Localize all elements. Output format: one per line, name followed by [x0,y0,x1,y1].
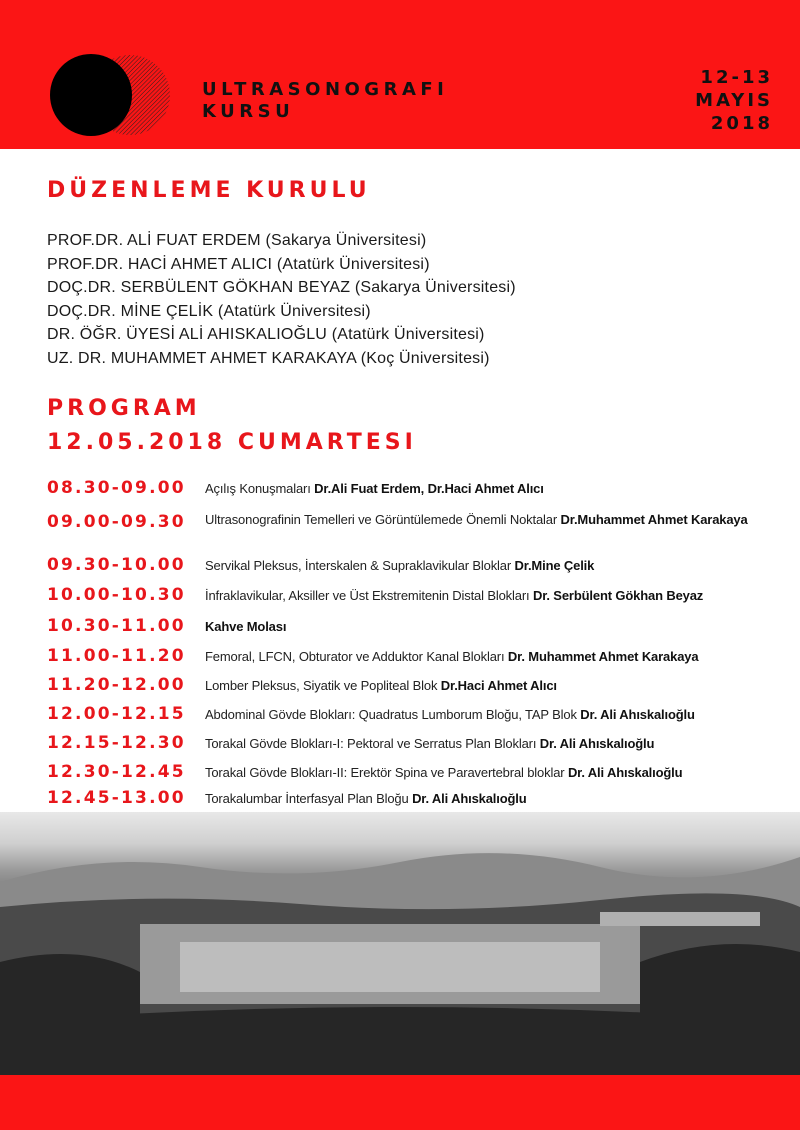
committee-heading: DÜZENLEME KURULU [47,178,371,203]
session-description [205,616,286,636]
course-date [695,66,773,135]
title-line: KURSU [202,101,295,122]
session-time: 09.00-09.30 [47,512,186,532]
title-line: ULTRASONOGRAFI [202,79,449,100]
schedule-row [47,509,790,532]
session-time: 10.00-10.30 [47,585,186,605]
session-speaker: Dr.Haci Ahmet Alıcı [440,678,557,693]
date-line: 2018 [710,113,773,134]
session-description [205,555,594,575]
session-speaker: Dr. Ali Ahıskalıoğlu [412,791,527,806]
date-line: MAYIS [695,90,773,111]
session-time: 09.30-10.00 [47,555,186,575]
date-line: 12-13 [700,67,773,88]
schedule-row [47,675,557,695]
session-speaker: Kahve Molası [205,619,287,634]
session-time: 12.00-12.15 [47,704,186,724]
session-description [205,478,544,498]
schedule-row [47,762,682,782]
schedule-row [47,646,698,666]
session-topic: Torakal Gövde Blokları-I: Pektoral ve Serratus Plan Blokları [205,736,537,751]
logo-circles-icon [50,54,175,136]
session-topic: Ultrasonografinin Temelleri ve Görüntülemede Önemli Noktalar [205,512,558,527]
committee-member: DOÇ.DR. MİNE ÇELİK (Atatürk Üniversitesi) [47,302,371,320]
committee-member: DR. ÖĞR. ÜYESİ ALİ AHISKALIOĞLU (Atatürk Üniversitesi) [47,326,485,344]
schedule-row [47,478,544,498]
program-day: 12.05.2018 CUMARTESI [47,430,417,455]
session-topic: Açılış Konuşmaları [205,481,311,496]
session-topic: Torakal Gövde Blokları-II: Erektör Spina ve Paravertebral bloklar [205,765,565,780]
session-description [205,646,698,666]
committee-member: PROF.DR. ALİ FUAT ERDEM (Sakarya Üniversitesi) [47,232,427,249]
session-topic: Lomber Pleksus, Siyatik ve Popliteal Blok [205,678,438,693]
schedule-row [47,733,654,753]
session-time: 08.30-09.00 [47,478,186,498]
session-description [205,704,695,724]
session-speaker: Dr. Ali Ahıskalıoğlu [567,765,683,780]
session-time: 12.30-12.45 [47,762,186,782]
schedule-row [47,616,286,636]
session-speaker: Dr. Serbülent Gökhan Beyaz [532,588,704,603]
session-time: 10.30-11.00 [47,616,186,636]
session-description [205,762,682,782]
session-description [205,788,527,808]
session-description [205,733,654,753]
session-topic: İnfraklavikular, Aksiller ve Üst Ekstremitenin Distal Blokları [205,588,530,603]
session-speaker: Dr.Muhammet Ahmet Karakaya [560,512,748,527]
committee-member: DOÇ.DR. SERBÜLENT GÖKHAN BEYAZ (Sakarya Üniversitesi) [47,279,516,297]
program-heading: PROGRAM [47,396,201,421]
campus-photo [0,812,800,1075]
course-title [202,79,448,123]
session-description [205,585,703,605]
session-speaker: Dr. Ali Ahıskalıoğlu [580,707,695,722]
committee-member: PROF.DR. HACİ AHMET ALICI (Atatürk Üniversitesi) [47,255,430,273]
session-topic: Torakalumbar İnterfasyal Plan Bloğu [205,791,409,806]
session-time: 12.45-13.00 [47,788,186,808]
campus-landscape-icon [0,812,800,1075]
committee-member: UZ. DR. MUHAMMET AHMET KARAKAYA (Koç Üniversitesi) [47,349,490,367]
session-speaker: Dr. Muhammet Ahmet Karakaya [507,649,699,664]
session-speaker: Dr.Ali Fuat Erdem, Dr.Haci Ahmet Alıcı [314,481,544,496]
header-banner [0,0,800,149]
schedule-row [47,585,703,605]
session-topic: Servikal Pleksus, İnterskalen & Supraklavikular Bloklar [205,558,512,573]
session-time: 11.20-12.00 [47,675,186,695]
footer-banner [0,1075,800,1130]
session-speaker: Dr. Ali Ahıskalıoğlu [539,736,655,751]
session-time: 11.00-11.20 [47,646,186,666]
session-description [205,675,557,695]
session-topic: Abdominal Gövde Blokları: Quadratus Lumborum Bloğu, TAP Blok [205,707,577,722]
schedule-row [47,788,527,808]
schedule-row [47,555,594,575]
schedule-row [47,704,695,724]
session-topic: Femoral, LFCN, Obturator ve Adduktor Kanal Blokları [205,649,505,664]
session-description [205,509,790,529]
session-time: 12.15-12.30 [47,733,186,753]
committee-list [47,229,516,371]
session-speaker: Dr.Mine Çelik [514,558,595,573]
